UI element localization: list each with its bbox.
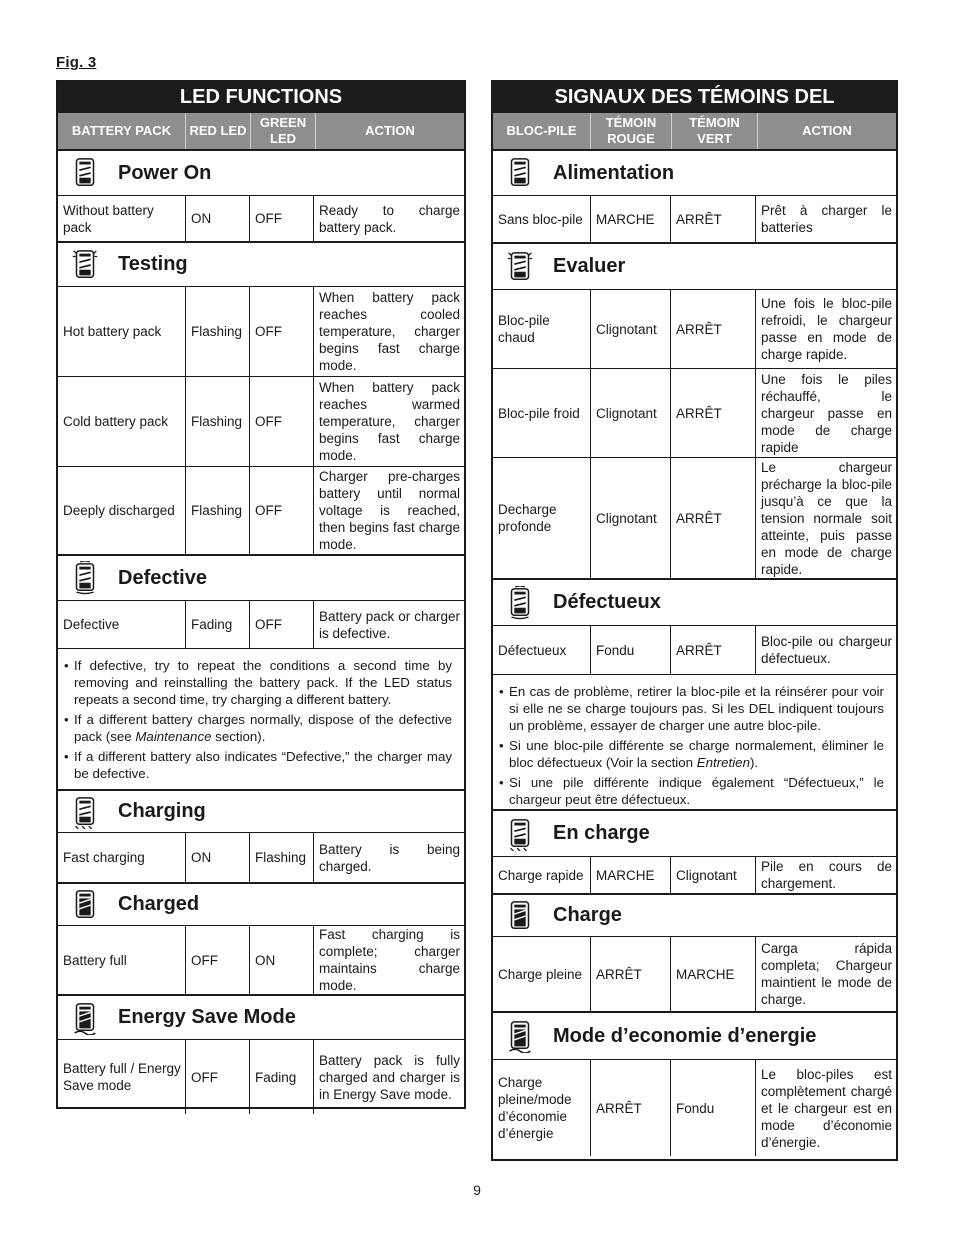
red-led-cell: Clignotant	[590, 290, 670, 368]
table-row	[493, 457, 896, 578]
battery-pack-cell: Sans bloc-pile	[498, 211, 583, 227]
battery-pack-cell: Battery full	[63, 952, 127, 968]
table-row	[493, 625, 896, 674]
column-header-battery-pack: BATTERY PACK	[71, 123, 172, 138]
note-item	[499, 737, 884, 771]
charger-charging-icon	[505, 817, 535, 851]
battery-pack-cell: Without battery pack	[63, 202, 154, 235]
battery-pack-cell: Bloc-pile chaud	[498, 313, 550, 345]
table-row	[493, 1059, 896, 1156]
table-row	[58, 832, 464, 882]
action-cell: When battery pack reaches warmed temperature, charger begins fast charge mode.	[313, 377, 464, 466]
red-led-cell: OFF	[185, 1040, 249, 1114]
green-led-cell: OFF	[249, 287, 313, 376]
table-row	[493, 289, 896, 368]
section-heading	[58, 151, 464, 195]
column-header-action: ACTION	[315, 113, 464, 149]
battery-pack-cell: Charge rapide	[498, 867, 584, 883]
green-led-cell: ARRÊT	[670, 369, 755, 457]
table-row	[58, 195, 464, 241]
red-led-cell: Clignotant	[590, 369, 670, 457]
battery-pack-cell: Battery full / Energy Save mode	[63, 1061, 181, 1093]
section-heading-label: Evaluer	[553, 255, 626, 277]
table-row	[493, 936, 896, 1011]
charger-charged-icon	[70, 888, 100, 922]
action-cell: Charger pre-charges battery until normal voltage is reached, then begins fast charge mode.	[313, 467, 464, 554]
battery-pack-cell: Deeply discharged	[63, 503, 175, 518]
section-heading	[493, 242, 896, 289]
section-heading	[493, 893, 896, 936]
section-heading	[493, 578, 896, 625]
column-header-green-led: GREEN LED	[250, 113, 315, 149]
action-cell: Battery is being charged.	[313, 833, 464, 882]
table-row	[58, 376, 464, 466]
green-led-cell: ARRÊT	[670, 458, 755, 578]
section-heading-label: Défectueux	[553, 591, 661, 613]
action-cell: Une fois le bloc-pile refroidi, le chargeur passe en mode de charge rapide.	[755, 290, 896, 368]
table-body	[58, 151, 464, 1114]
battery-pack-cell: Charge pleine/mode d’économie d’énergie	[498, 1075, 572, 1141]
bullet-icon: •	[64, 658, 69, 673]
battery-pack-cell: Bloc-pile froid	[498, 405, 580, 421]
table-row	[493, 368, 896, 457]
red-led-cell: Clignotant	[590, 458, 670, 578]
table-row	[58, 286, 464, 376]
green-led-cell: ON	[249, 926, 313, 994]
note-text: If a different battery charges normally, dispose of the defective pack (see Maintenance section).	[74, 712, 452, 744]
section-heading-label: En charge	[553, 822, 650, 844]
section-heading-label: Power On	[118, 161, 212, 184]
led-functions-table-english	[56, 80, 466, 1109]
charger-energy-save-icon	[70, 1001, 100, 1035]
green-led-cell: Fondu	[670, 1060, 755, 1156]
green-led-cell: OFF	[249, 601, 313, 648]
green-led-cell: OFF	[249, 196, 313, 241]
red-led-cell: OFF	[185, 926, 249, 994]
action-cell: Carga rápida completa; Chargeur maintient le mode de charge.	[755, 937, 896, 1011]
bullet-icon: •	[499, 738, 504, 753]
action-cell: Le bloc-piles est complètement chargé et le chargeur est en mode d’économie d’énergie.	[755, 1060, 896, 1156]
section-heading-label: Energy Save Mode	[118, 1006, 296, 1028]
table-body	[493, 151, 896, 1156]
table-row	[58, 600, 464, 648]
green-led-cell: OFF	[249, 377, 313, 466]
green-led-cell: Fading	[249, 1040, 313, 1114]
charger-icon	[70, 156, 100, 190]
table-header	[58, 113, 464, 151]
red-led-cell: Fading	[185, 601, 249, 648]
action-cell: Le chargeur précharge la bloc-pile jusqu’à ce que la tension normale soit atteinte, puis passe en mode de charge rapide.	[755, 458, 896, 578]
table-title: SIGNAUX DES TÉMOINS DEL	[493, 82, 896, 113]
table-title: LED FUNCTIONS	[58, 82, 464, 113]
red-led-cell: ARRÊT	[590, 1060, 670, 1156]
action-cell: Une fois le piles réchauffé, le chargeur passe en mode de charge rapide	[755, 369, 896, 457]
red-led-cell: ARRÊT	[590, 937, 670, 1011]
green-led-cell: ARRÊT	[670, 290, 755, 368]
red-led-cell: Flashing	[185, 467, 249, 554]
section-heading	[493, 809, 896, 856]
bullet-icon: •	[64, 749, 69, 764]
table-row	[58, 925, 464, 994]
action-cell: Bloc-pile ou chargeur défectueux.	[755, 626, 896, 674]
charger-icon	[505, 156, 535, 190]
battery-pack-cell: Decharge profonde	[498, 502, 557, 534]
green-led-cell: MARCHE	[670, 937, 755, 1011]
green-led-cell: Clignotant	[670, 857, 755, 893]
section-heading-label: Defective	[118, 566, 207, 589]
charger-testing-icon	[505, 250, 535, 284]
table-row	[493, 856, 896, 893]
red-led-cell: ON	[185, 833, 249, 882]
table-row	[58, 466, 464, 554]
column-header-battery-pack: BLOC-PILE	[506, 123, 577, 138]
bullet-icon: •	[499, 775, 504, 790]
note-text: If a different battery also indicates “Defective,” the charger may be defective.	[74, 749, 452, 781]
notes-list	[493, 674, 896, 809]
table-row	[493, 195, 896, 242]
section-heading-label: Alimentation	[553, 161, 675, 184]
action-cell: Ready to charge battery pack.	[313, 196, 464, 241]
charger-defective-icon	[70, 561, 100, 595]
green-led-cell: Flashing	[249, 833, 313, 882]
column-header-green-led: TÉMOIN VERT	[671, 113, 757, 149]
note-text: En cas de problème, retirer la bloc-pile et la réinsérer pour voir si elle ne se charge toujours pas. Si les DEL indiquent toujours un problème, essayer de charger une autre bloc-pile.	[509, 684, 884, 733]
action-cell: When battery pack reaches cooled temperature, charger begins fast charge mode.	[313, 287, 464, 376]
action-cell: Pile en cours de chargement.	[755, 857, 896, 893]
charger-testing-icon	[70, 248, 100, 282]
bullet-icon: •	[64, 712, 69, 727]
battery-pack-cell: Hot battery pack	[63, 324, 162, 339]
section-heading	[58, 789, 464, 832]
action-cell: Battery pack or charger is defective.	[313, 601, 464, 648]
section-heading	[58, 241, 464, 286]
section-heading	[493, 1011, 896, 1059]
section-heading-label: Charged	[118, 893, 200, 915]
section-heading	[493, 151, 896, 195]
note-item	[499, 774, 884, 808]
page-number: 9	[473, 1182, 481, 1198]
column-header-action: ACTION	[757, 113, 896, 149]
red-led-cell: ON	[185, 196, 249, 241]
green-led-cell: OFF	[249, 467, 313, 554]
red-led-cell: Flashing	[185, 377, 249, 466]
battery-pack-cell: Cold battery pack	[63, 414, 169, 429]
section-heading-label: Mode d’economie d’energie	[553, 1024, 817, 1047]
note-item	[499, 683, 884, 734]
led-functions-table-french	[491, 80, 898, 1161]
charger-defective-icon	[505, 586, 535, 620]
red-led-cell: MARCHE	[590, 857, 670, 893]
bullet-icon: •	[499, 684, 504, 699]
note-text: Si une bloc-pile différente se charge normalement, éliminer le bloc défectueux (Voir la section Entretien).	[509, 738, 884, 770]
action-cell: Fast charging is complete; charger maintains charge mode.	[313, 926, 464, 994]
column-header-red-led: TÉMOIN ROUGE	[590, 113, 671, 149]
figure-label: Fig. 3	[56, 54, 97, 71]
battery-pack-cell: Defective	[63, 617, 120, 632]
notes-list	[58, 648, 464, 789]
section-heading-label: Charge	[553, 904, 622, 926]
note-item	[64, 748, 452, 782]
section-heading	[58, 994, 464, 1039]
note-item	[64, 711, 452, 745]
battery-pack-cell: Charge pleine	[498, 966, 583, 982]
section-heading-label: Testing	[118, 253, 188, 275]
note-text: Si une pile différente indique également “Défectueux,” le chargeur peut être défectueux.	[509, 775, 884, 807]
green-led-cell: ARRÊT	[670, 626, 755, 674]
charger-charged-icon	[505, 899, 535, 933]
battery-pack-cell: Défectueux	[498, 642, 567, 658]
section-heading-label: Charging	[118, 800, 206, 822]
action-cell: Prêt à charger le batteries	[755, 196, 896, 242]
section-heading	[58, 554, 464, 600]
column-header-red-led: RED LED	[185, 113, 250, 149]
action-cell: Battery pack is fully charged and charger is in Energy Save mode.	[313, 1040, 464, 1114]
table-row	[58, 1039, 464, 1114]
green-led-cell: ARRÊT	[670, 196, 755, 242]
red-led-cell: Fondu	[590, 626, 670, 674]
charger-energy-save-icon	[505, 1019, 535, 1053]
table-header	[493, 113, 896, 151]
red-led-cell: Flashing	[185, 287, 249, 376]
note-item	[64, 657, 452, 708]
note-text: If defective, try to repeat the conditions a second time by removing and reinstalling the battery pack. If the LED status repeats a second time, try charging a different battery.	[74, 658, 452, 707]
red-led-cell: MARCHE	[590, 196, 670, 242]
battery-pack-cell: Fast charging	[63, 850, 145, 865]
charger-charging-icon	[70, 795, 100, 829]
section-heading	[58, 882, 464, 925]
